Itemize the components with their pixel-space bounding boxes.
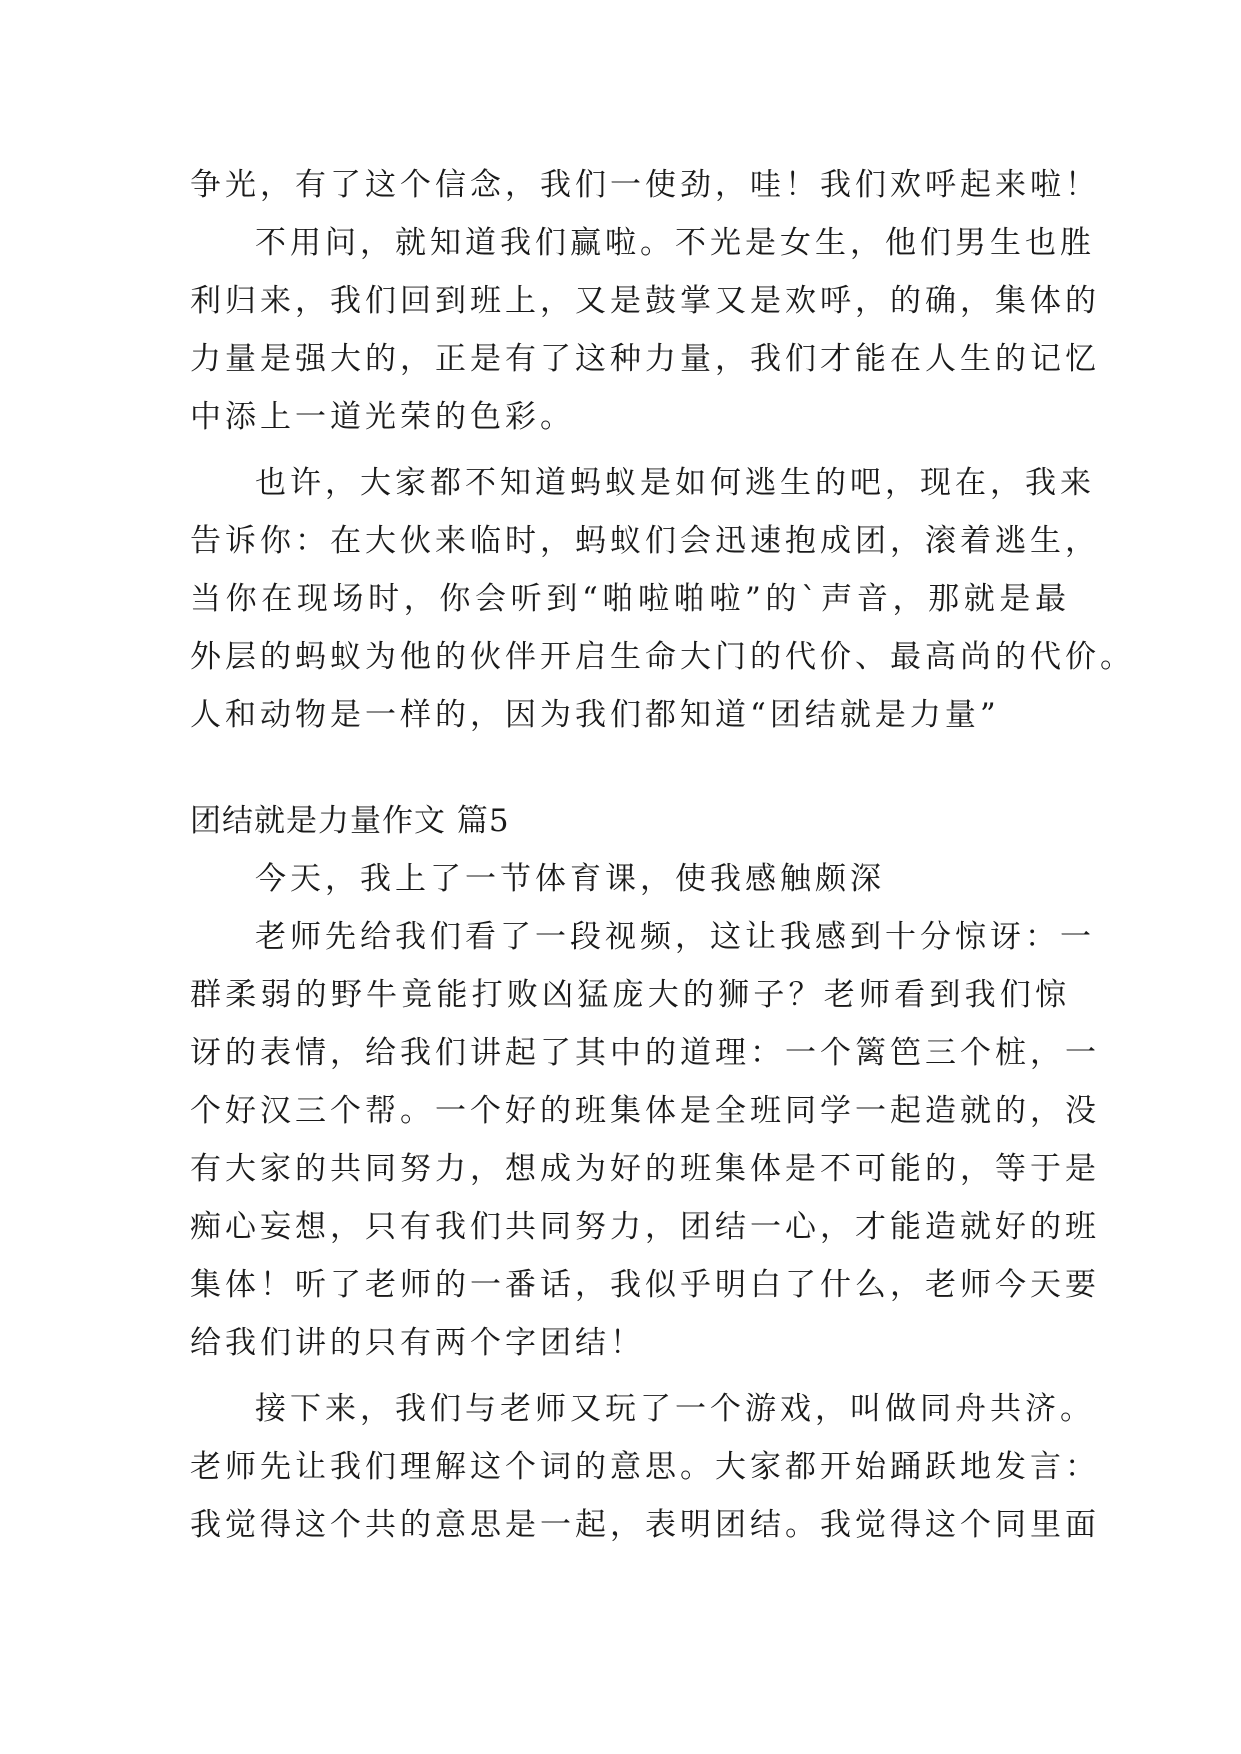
- paragraph-line: 外层的蚂蚁为他的伙伴开启生命大门的代价、最高尚的代价。: [190, 639, 1135, 675]
- paragraph-line: 给我们讲的只有两个字团结！: [190, 1325, 645, 1361]
- paragraph-line: 老师先给我们看了一段视频，这让我感到十分惊讶：一: [255, 919, 1095, 955]
- paragraph-line: 群柔弱的野牛竟能打败凶猛庞大的狮子？老师看到我们惊: [190, 977, 1070, 1013]
- paragraph-line: 也许，大家都不知道蚂蚁是如何逃生的吧，现在，我来: [255, 465, 1095, 501]
- paragraph-line: 个好汉三个帮。一个好的班集体是全班同学一起造就的，没: [190, 1093, 1100, 1129]
- section-heading: 团结就是力量作文 篇5: [190, 803, 510, 839]
- paragraph-line: 人和动物是一样的，因为我们都知道“团结就是力量”: [190, 697, 1000, 733]
- paragraph-line: 集体！听了老师的一番话，我似乎明白了什么，老师今天要: [190, 1267, 1100, 1303]
- paragraph-line: 力量是强大的，正是有了这种力量，我们才能在人生的记忆: [190, 341, 1100, 377]
- paragraph-line: 中添上一道光荣的色彩。: [190, 399, 575, 435]
- paragraph-line: 有大家的共同努力，想成为好的班集体是不可能的，等于是: [190, 1151, 1100, 1187]
- paragraph-line: 当你在现场时，你会听到“啪啦啪啦”的`声音，那就是最: [190, 581, 1070, 617]
- paragraph-line: 争光，有了这个信念，我们一使劲，哇！我们欢呼起来啦！: [190, 167, 1100, 203]
- paragraph-line: 老师先让我们理解这个词的意思。大家都开始踊跃地发言：: [190, 1449, 1100, 1485]
- paragraph-line: 我觉得这个共的意思是一起，表明团结。我觉得这个同里面: [190, 1507, 1100, 1543]
- paragraph-line: 讶的表情，给我们讲起了其中的道理：一个篱笆三个桩，一: [190, 1035, 1100, 1071]
- paragraph-line: 接下来，我们与老师又玩了一个游戏，叫做同舟共济。: [255, 1391, 1095, 1427]
- paragraph-line: 不用问，就知道我们赢啦。不光是女生，他们男生也胜: [255, 225, 1095, 261]
- paragraph-line: 告诉你：在大伙来临时，蚂蚁们会迅速抱成团，滚着逃生，: [190, 523, 1100, 559]
- paragraph-line: 今天，我上了一节体育课，使我感触颇深: [255, 861, 885, 897]
- paragraph-line: 痴心妄想，只有我们共同努力，团结一心，才能造就好的班: [190, 1209, 1100, 1245]
- paragraph-line: 利归来，我们回到班上，又是鼓掌又是欢呼，的确，集体的: [190, 283, 1100, 319]
